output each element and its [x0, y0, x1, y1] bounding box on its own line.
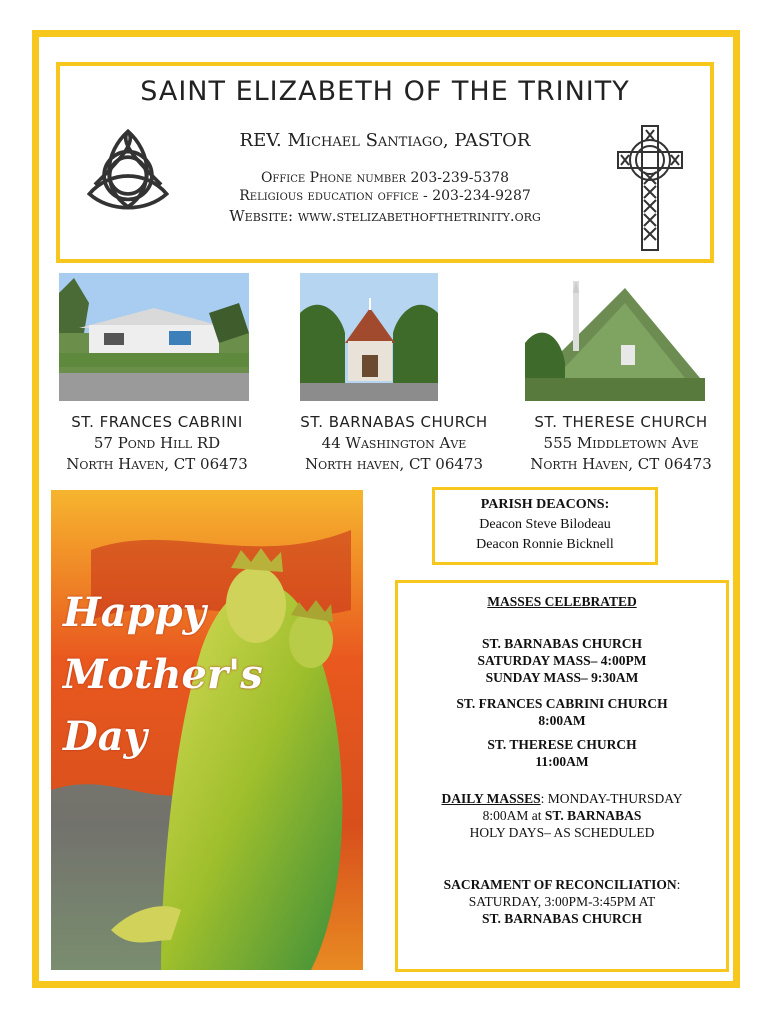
- church-therese: [510, 412, 732, 475]
- deacons-box: [432, 487, 658, 565]
- religious-ed-phone: Religious education office - 203-234-9287: [239, 188, 531, 204]
- deacons-heading: PARISH DEACONS:: [480, 497, 610, 512]
- barnabas-photo: [300, 273, 438, 401]
- masses-heading: MASSES CELEBRATED: [487, 594, 637, 609]
- mothers-day-poster: [51, 490, 363, 970]
- barnabas-sunday: SUNDAY MASS– 9:30AM: [485, 670, 639, 685]
- church-barnabas: [286, 412, 502, 475]
- daily-masses: [398, 790, 726, 841]
- poster-happy: Happy: [63, 589, 206, 636]
- poster-mothers: Mother's: [63, 651, 263, 698]
- church-street: 44 Washington Ave: [321, 434, 467, 452]
- daily-label: DAILY MASSES: [441, 791, 541, 806]
- barnabas-name: ST. BARNABAS CHURCH: [482, 636, 642, 651]
- office-phone: Office Phone number 203-239-5378: [260, 170, 510, 186]
- reconciliation-time: SATURDAY, 3:00PM-3:45PM AT: [468, 894, 656, 909]
- cabrini-time: 8:00AM: [538, 713, 586, 728]
- masses-box: [395, 580, 729, 972]
- website[interactable]: Website: www.stelizabethofthetrinity.org: [229, 207, 541, 225]
- therese-photo: [525, 273, 705, 401]
- therese-time: 11:00AM: [535, 754, 589, 769]
- celtic-cross-icon: [615, 122, 685, 254]
- deacon-name: Deacon Ronnie Bicknell: [476, 537, 614, 552]
- church-cabrini: [48, 412, 266, 475]
- barnabas-saturday: SATURDAY MASS– 4:00PM: [477, 653, 647, 668]
- holy-days: HOLY DAYS– AS SCHEDULED: [469, 825, 655, 840]
- daily-time: 8:00AM at: [482, 808, 545, 823]
- church-city: North haven, CT 06473: [304, 455, 484, 473]
- church-city: North Haven, CT 06473: [66, 455, 248, 473]
- deacon-name: Deacon Steve Bilodeau: [479, 517, 611, 532]
- church-name: ST. FRANCES CABRINI: [71, 413, 243, 431]
- church-street: 555 Middletown Ave: [543, 434, 699, 452]
- cabrini-schedule: [398, 695, 726, 729]
- church-name: ST. BARNABAS CHURCH: [300, 413, 488, 431]
- parish-title: SAINT ELIZABETH OF THE TRINITY: [140, 76, 630, 107]
- pastor-name: REV. Michael Santiago, PASTOR: [239, 130, 531, 151]
- cabrini-name: ST. FRANCES CABRINI CHURCH: [456, 696, 668, 711]
- reconciliation-church: ST. BARNABAS CHURCH: [482, 911, 642, 926]
- trinity-knot-icon: [82, 124, 174, 216]
- church-city: North Haven, CT 06473: [530, 455, 712, 473]
- poster-day: Day: [63, 713, 147, 760]
- church-name: ST. THERESE CHURCH: [534, 413, 708, 431]
- barnabas-schedule: [398, 635, 726, 686]
- reconciliation-colon: :: [676, 877, 681, 892]
- reconciliation: [398, 876, 726, 927]
- therese-schedule: [398, 736, 726, 770]
- header-box: [56, 62, 714, 263]
- daily-days: : MONDAY-THURSDAY: [540, 791, 683, 806]
- reconciliation-label: SACRAMENT OF RECONCILIATION: [443, 877, 677, 892]
- therese-name: ST. THERESE CHURCH: [487, 737, 637, 752]
- church-street: 57 Pond Hill RD: [93, 434, 221, 452]
- cabrini-photo: [59, 273, 249, 401]
- daily-church: ST. BARNABAS: [544, 808, 642, 823]
